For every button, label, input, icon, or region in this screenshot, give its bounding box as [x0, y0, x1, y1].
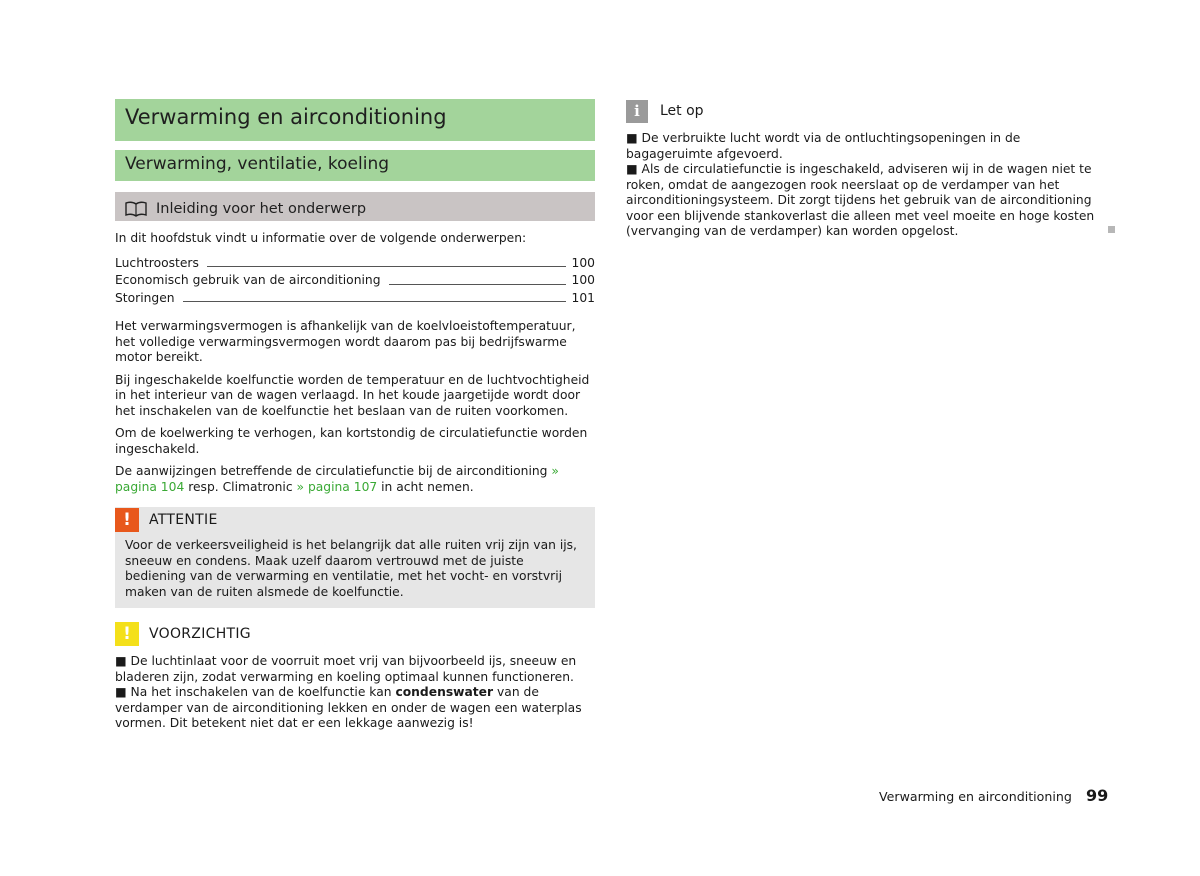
toc-label: Luchtroosters	[115, 255, 199, 270]
caution-item	[115, 685, 595, 732]
page-number: 99	[1086, 786, 1109, 805]
caution-title: VOORZICHTIG	[149, 625, 251, 642]
bullet-icon: ■	[626, 162, 638, 176]
page-link-104[interactable]: » pagina 104	[115, 464, 559, 494]
left-column	[115, 99, 595, 732]
note-title: Let op	[660, 103, 704, 119]
caution-item-text-end: van de verdamper van de airconditioning lekken en onder de wagen een waterplas vormen. Dit betekent niet dat er een lekkage aanwezig is!	[115, 685, 582, 730]
toc-page: 101	[571, 290, 595, 305]
caution-item	[115, 654, 595, 685]
toc-label: Storingen	[115, 290, 175, 305]
toc-leader-line	[207, 266, 566, 267]
topic-list	[115, 255, 595, 308]
toc-item[interactable]	[115, 290, 595, 308]
note-body	[626, 131, 1101, 240]
bullet-icon: ■	[626, 131, 638, 145]
toc-page: 100	[571, 273, 595, 287]
attention-header	[115, 507, 585, 532]
exclamation-warning-icon: !	[115, 508, 139, 532]
paragraph-circulation: Om de koelwerking te verhogen, kan kortstondig de circulatiefunctie worden ingeschakeld.	[115, 426, 588, 456]
bullet-icon: ■	[115, 685, 127, 699]
attention-title: ATTENTIE	[149, 511, 218, 528]
note-header	[626, 99, 1101, 123]
condenswater-term: condenswater	[395, 685, 494, 699]
caution-item-text: De luchtinlaat voor de voorruit moet vrij van bijvoorbeeld ijs, sneeuw en bladeren zijn, zodat verwarming en koeling optimaal kunnen functioneren.	[115, 654, 577, 684]
toc-label: Economisch gebruik van de airconditioning	[115, 273, 381, 287]
toc-item[interactable]	[115, 255, 595, 273]
note-item-text: De verbruikte lucht wordt via de ontluchtingsopeningen in de bagageruimte afgevoerd.	[626, 131, 1021, 161]
exclamation-caution-icon: !	[115, 622, 139, 646]
ref-text-start: De aanwijzingen betreffende de circulatiefunctie bij de airconditioning	[115, 464, 552, 478]
note-item-text: Als de circulatiefunctie is ingeschakeld, adviseren wij in de wagen niet te roken, omdat de aangezogen rook neerslaat op de verdamper van het airconditioningsysteem. Dit zorgt tijdens het gebruik van de airconditioning voor een blijvende stankoverlast die alleen met veel moeite en hoge kosten (vervanging van de verdamper) kan worden opgelost.	[626, 162, 1095, 238]
toc-leader-line	[183, 301, 566, 302]
caution-body	[115, 654, 595, 732]
book-icon	[125, 201, 147, 217]
paragraph-cooling-function: Bij ingeschakelde koelfunctie worden de temperatuur en de luchtvochtigheid in het interieur van de wagen verlaagd. In het koude jaargetijde wordt door het inschakelen van de koelfunctie het beslaan van de ruiten voorkomen.	[115, 372, 590, 418]
footer-chapter-title: Verwarming en airconditioning	[879, 789, 1072, 804]
note-item	[626, 131, 1101, 162]
info-icon: i	[626, 100, 648, 123]
chapter-title: Verwarming en airconditioning	[115, 99, 595, 141]
section-end-marker	[1108, 226, 1115, 233]
toc-leader-line	[389, 284, 566, 285]
attention-box	[115, 507, 595, 608]
ref-text-mid: resp. Climatronic	[184, 479, 297, 494]
toc-item[interactable]	[115, 272, 595, 290]
ref-text-end: in acht nemen.	[377, 479, 474, 494]
caution-header	[115, 621, 595, 646]
attention-text: Voor de verkeersveiligheid is het belangrijk dat alle ruiten vrij zijn van ijs, sneeuw en condens. Maak uzelf daarom vertrouwd met de juiste bediening van de verwarming en ventilatie, met het vocht- en vorstvrij maken van de ruiten alsmede de koelfunctie.	[125, 538, 577, 599]
paragraph-heating-capacity: Het verwarmingsvermogen is afhankelijk van de koelvloeistoftemperatuur, het volledige verwarmingsvermogen wordt daarom pas bij bedrijfswarme motor bereikt.	[115, 319, 576, 364]
right-column	[626, 99, 1101, 240]
paragraph-references	[115, 464, 595, 495]
note-item	[626, 162, 1101, 240]
topic-title: Inleiding voor het onderwerp	[156, 200, 367, 217]
intro-text: In dit hoofdstuk vindt u informatie over de volgende onderwerpen:	[115, 231, 527, 245]
caution-item-text: Na het inschakelen van de koelfunctie kan	[130, 685, 396, 699]
section-title: Verwarming, ventilatie, koeling	[115, 150, 595, 181]
toc-page: 100	[571, 255, 595, 270]
page-link-107[interactable]: » pagina 107	[296, 479, 378, 494]
bullet-icon: ■	[115, 654, 127, 668]
topic-header	[115, 192, 595, 221]
